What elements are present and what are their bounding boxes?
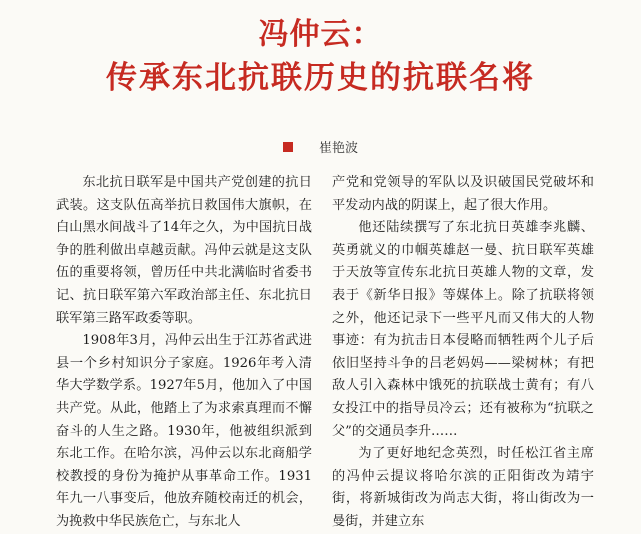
title-line-2: 传承东北抗联历史的抗联名将 xyxy=(106,60,535,96)
left-column xyxy=(56,172,312,529)
paragraph: 为了更好地纪念英烈，时任松江省主席的冯仲云提议将哈尔滨的正阳街改为靖宇街，将新城街改为尚志大街，将山街改为一曼街，并建立东 xyxy=(332,446,594,529)
paragraph: 产党和党领导的军队以及识破国民党破坏和平发动内战的阴谋上，起了很大作用。 xyxy=(332,175,594,213)
byline xyxy=(0,137,641,156)
paragraph: 1908年3月，冯仲云出生于江苏省武进县一个乡村知识分子家庭。1926年考入清华大学数学系。1927年5月，他加入了中国共产党。从此，他踏上了为求索真理而不懈奋斗的人生之路。1930年，他被组织派到东北工作。在哈尔滨，冯仲云以东北商船学校教授的身份为掩护从事革命工作。1931年九一八事变后，他放弃随校南迁的机会，为挽救中华民族危亡，与东北人 xyxy=(56,333,312,529)
paragraph: 他还陆续撰写了东北抗日英雄李兆麟、英勇就义的巾帼英雄赵一曼、抗日联军英雄于天放等宣传东北抗日英雄人物的文章，发表于《新华日报》等媒体上。除了抗联将领之外，他还记录下一些平凡而又伟大的人物事迹：有为抗击日本侵略而牺牲两个儿子后依旧坚持斗争的吕老妈妈——梁树林；有把敌人引入森林中饿死的抗联战士黄有；有八女投江中的指导员冷云；还有被称为“抗联之父”的交通员李升…… xyxy=(332,220,594,439)
title-line-1: 冯仲云： xyxy=(258,17,383,52)
paragraph: 东北抗日联军是中国共产党创建的抗日武装。这支队伍高举抗日救国伟大旗帜，在白山黑水间战斗了14年之久，为中国抗日战争的胜利做出卓越贡献。冯仲云就是这支队伍的重要将领，曾历任中共北满临时省委书记、抗日联军第六军政治部主任、东北抗日联军第三路军政委等职。 xyxy=(56,175,312,326)
red-square-icon xyxy=(283,142,293,152)
author-name: 崔艳波 xyxy=(318,141,358,156)
right-column xyxy=(332,172,594,529)
